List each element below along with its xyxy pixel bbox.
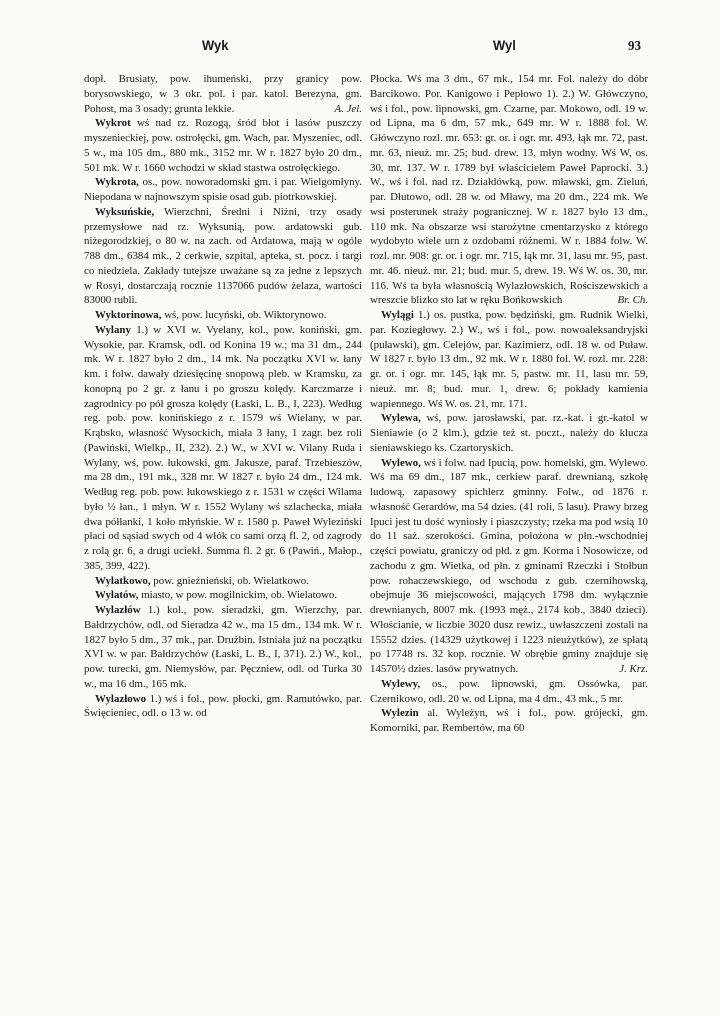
dictionary-entry <box>370 411 648 455</box>
dictionary-entry <box>84 205 362 308</box>
dictionary-entry <box>84 72 362 116</box>
entry-headword: Wylewa, <box>381 412 421 425</box>
entry-headword: Wylewy, <box>381 677 421 690</box>
entry-text: pow. gnieźnieński, ob. Wielatkowo. <box>150 574 309 587</box>
dictionary-entry <box>84 323 362 574</box>
entry-text: 1.) kol., pow. sieradzki, gm. Wierzchy, par. Bałdrzychów, odl. od Sieradza 42 w., ma 15 dm., 134 mk. W r. 1827 było 5 dm., 37 mk., par. Drużbin. Istniała już na początku XVI w. w par. Bałdrzychów (Łaski, L. B., I, 371). 2.) W., kol., pow. turecki, gm. Niemysłów, par. Pęczniew, odl. od Turka 30 w., ma 16 dm., 165 mk. <box>84 604 362 690</box>
dictionary-entry <box>84 175 362 205</box>
author-signature: Br. Ch. <box>617 294 648 307</box>
entry-headword: Wylany <box>95 323 131 336</box>
dictionary-entry <box>84 692 362 722</box>
dictionary-entry <box>370 456 648 677</box>
entry-headword: Wyksuńskie, <box>95 205 155 218</box>
entry-text: wś i folw. nad Ipucią, pow. homelski, gm. Wylewo. Wś ma 69 dm., 187 mk., cerkiew paraf. drewnianą, szkołę ludową, zapasowy spichlerz gminny. Folw., od 1876 r. własność Gerardów, ma 54 dzies. (41 roli, 5 lasu). Prawy brzeg Ipuci jest tu dość wyniosły i piaszczysty; rzeka ma pod wsią 10 do 11 saż. szerokości. Gmina, położona w płn.-wschodniej części powiatu, graniczy od płd. z gm. Korma i Nosowicze, od zachodu z gm. Wietka, od płn. z gminami Rzeczki i Stołbun pow. rohaczewskiego, od wschodu z gub. czernihowską, obejmuje 36 miejscowości, mających 1798 dm. wyłącznie drewnianych, 8007 mk. (1993 męż., 2174 kob., 3840 dzieci). Włościanie, w liczbie 3020 dusz rewiz., uwłaszczeni zostali na 15552 dzies. (14329 użytkowej i 1223 nieużytków), ze spłatą po 17748 rs. 32 kop. rocznie. W obrębie gminy znajduje się 14570½ dzies. lasów prywatnych. <box>370 456 648 675</box>
entry-text: wś nad rz. Rozogą, śród błot i lasów puszczy myszenieckiej, pow. ostrołęcki, gm. Wach, par. Myszeniec, odl. 5 w., ma 105 dm., 880 mk., 3152 mr. W r. 1827 było 20 dm., 501 mk. W r. 1660 wchodzi w skład stastwa ostrołęckiego. <box>84 117 362 174</box>
entry-headword: Wylatkowo, <box>95 574 151 587</box>
entry-text: os., pow. lipnowski, gm. Ossówka, par. Czernikowo, odl. 20 w. od Lipna, ma 4 dm., 43 mk., 5 mr. <box>370 677 648 705</box>
entry-headword: Wylazłów <box>95 604 141 616</box>
header-left-headword: Wyk <box>202 37 229 54</box>
entry-text: al. Wyleżyn, wś i fol., pow. grójecki, gm. Komorniki, par. Rembertów, ma 60 <box>370 707 648 734</box>
dictionary-entry <box>84 588 362 603</box>
entry-text: wś, pow. lucyński, ob. Wiktorynowo. <box>161 309 327 321</box>
page-header <box>0 38 720 58</box>
left-column <box>84 72 362 721</box>
entry-text: 1.) w XVI w. Vyelany, kol., pow. koniński, gm. Wysokie, par. Kramsk, odl. od Konina 19 w.; ma 31 dm., 244 mk. W r. 1827 było 2 dm., 14 mk. Na początku XVI w. łany km. i folw. dawały dziesięcinę snopową pleb. w Kramsku, za konopną po 2 gr. z łanu i po groszu kolędy. Karczmarze i zagrodnicy po pół grosza kolędy (Łaski, L. B., I, 223). Według reg. pob. pow. konińskiego z r. 1579 wś Wielany, w par. Krąbsko, własność Wysockich, miała 3 łany, 1 zagr. bez roli (Pawiński, Wielkp., II, 232). 2.) W., w XVI w. Vilany Ruda i Wylany, wś, pow. łukowski, gm. Jakusze, paraf. Trzebieszów, ma 28 dm., 191 mk., 328 mr. W 1827 r. było 24 dm., 124 mk. Według reg. pob. pow. łukowskiego z r. 1531 w części Wilama było ½ łan., 1 młyn. W r. 1552 Wylany wś szlachecka, miała dwa półłanki, 1 koło młyńskie. W r. 1580 p. Paweł Wyleziński płaci od sąsiad swych od 4 włók co sami orzą fl. 2, od zagrody z rolą gr. 6, a drugi uciekł. Summa fl. 2 gr. 6 (Pawiń., Małop., 385, 399, 422). <box>84 323 362 572</box>
page-number: 93 <box>628 37 641 54</box>
dictionary-entry <box>84 574 362 589</box>
entry-text: wś, pow. jarosławski, par. rz.-kat. i gr.-katol w Sieniawie (o 2 klm.), gdzie też st. poczt., należy do klucza sieniawskiego ks. Czartoryskich. <box>370 412 648 454</box>
entry-text: dopł. Brusiaty, pow. ihumeński, przy granicy pow. borysowskiego, w 3 okr. pol. i par. katol. Berezyna, gm. Pohost, ma 3 osady; grunta lekkie. <box>84 73 362 115</box>
entry-text: Wierzchni, Średni i Niżni, trzy osady przemysłowe nad rz. Wyksunią, pow. ardatowski gub. niżegorodzkiej, o 80 w. na zach. od Ardatowa, mają w ogóle 788 dm., 6384 mk., 2 cerkwie, szpital, apteka, st. pocz. i targi co niedziela. Zakłady tutejsze uważane są za jedne z lepszych w Rosyi, dostarczają rocznie 1137066 pudów żelaza, wartości 83000 rubli. <box>84 205 362 307</box>
dictionary-entry <box>84 308 362 323</box>
entry-text: miasto, w pow. mogilnickim, ob. Wielatowo. <box>138 589 338 602</box>
right-column <box>370 72 648 736</box>
entry-text: 1.) wś i fol., pow. płocki, gm. Ramutówko, par. Święcieniec, odl. o 13 w. od <box>84 692 362 720</box>
entry-text: os., pow. noworadomski gm. i par. Wielgomłyny. Niepodana w najnowszym spisie osad gub. piotrkowskiej. <box>84 176 362 203</box>
entry-headword: Wykrot <box>95 117 131 130</box>
entry-text: Płocka. Wś ma 3 dm., 67 mk., 154 mr. Fol. należy do dóbr Barcikowo. Por. Kanigowo i Pepłowo 1). 2.) W. Główczyno, wś i fol., pow. lipnowski, gm. Czarne, par. Mokowo, odl. 19 w. od Lipna, ma 6 dm, 57 mk., 649 mr. W r. 1888 fol. W. Główczyno rozl. mr. 653: gr. or. i ogr. mr. 493, łąk mr. 72, past. mr. 63, nieuż. mr. 25; bud. drew. 13, młyn wodny. Wś W, os. 30, mr. 137. W r. 1789 był właścicielem Paweł Paprocki. 3.) W., wś i fol. nad rz. Działdówką, pow. mławski, gm. Zieluń, par. Dłutowo, odl. 28 w. od Mławy, ma 20 dm., 224 mk. We wsi posterunek straży pogranicznej. W r. 1827 było 13 dm., 110 mk. Na obszarze wsi starożytne cmentarzysko z którego wydobyto wiele urn z ozdobami różnemi. W r. 1884 folw. W. rozl. mr. 908: gr. or. i ogr. mr. 715, łąk mr. 31, lasu mr. 95, past. mr. 46. nieuż. mr. 21; bud. mur. 5, drew. 19. Wś W. os. 30, mr. 116. Wś ta była własnością Wylazłowskich, Rościszewskich a wreszcie blizko sto lat w ręku Bońkowskich <box>370 73 648 307</box>
dictionary-entry <box>84 116 362 175</box>
entry-headword: Wylągi <box>381 309 414 321</box>
entry-headword: Wykrota, <box>95 176 139 189</box>
dictionary-entry <box>370 308 648 411</box>
entry-headword: Wylazłowo <box>95 692 147 705</box>
header-center-headword: Wyl <box>493 37 516 54</box>
entry-headword: Wylewo, <box>381 456 421 469</box>
dictionary-entry <box>370 706 648 736</box>
entry-text: 1.) os. pustka, pow. będziński, gm. Rudnik Wielki, par. Koziegłowy. 2.) W., wś i fol., pow. nowoaleksandryjski (puławski), gm. Celejów, par. Kazimierz, odl. 18 w. od Puław. W 1827 r. było 13 dm., 92 mk. W r. 1880 fol. W. rozl. mr. 228: gr. or. i ogr. mr. 145, łąk mr. 5, pastw. mr. 11, lasu mr. 59, nieuż. mr. 8; bud. mur. 1, drew. 6; pokłady kamienia wapiennego. Wś W. os. 21, mr. 171. <box>370 309 648 410</box>
dictionary-entry <box>370 72 648 308</box>
dictionary-entry <box>84 603 362 692</box>
entry-headword: Wylezin <box>381 707 419 720</box>
author-signature: J. Krz. <box>619 663 648 675</box>
entry-headword: Wylatów, <box>95 589 139 602</box>
author-signature: A. Jel. <box>334 102 362 115</box>
dictionary-entry <box>370 677 648 707</box>
entry-headword: Wyktorinowa, <box>95 309 162 321</box>
